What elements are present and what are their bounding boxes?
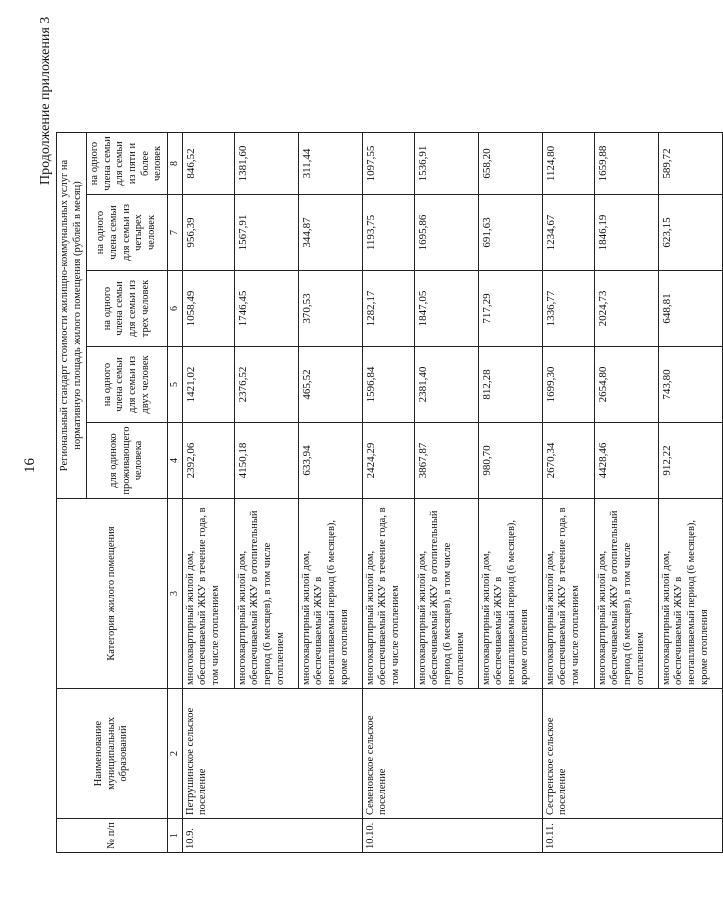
- cost-value: 1847,05: [414, 271, 478, 347]
- cost-value: 1659,88: [594, 133, 658, 195]
- cost-value: 1124,80: [542, 133, 594, 195]
- row-number: 10.9.: [182, 819, 362, 853]
- header-c7: на одного члена семьи для семьи из четырех человек: [87, 195, 168, 271]
- cost-value: 1193,75: [362, 195, 414, 271]
- row-number: 10.10.: [362, 819, 542, 853]
- cost-value: 980,70: [478, 423, 542, 499]
- cost-value: 2024,73: [594, 271, 658, 347]
- cost-value: 370,53: [298, 271, 362, 347]
- cost-value: 1336,77: [542, 271, 594, 347]
- cost-value: 1567,91: [234, 195, 298, 271]
- cost-value: 2654,80: [594, 347, 658, 423]
- header-standard: Региональный стандарт стоимости жилищно-коммунальных услуг на нормативную площадь жилого помещения (рублей в месяц): [57, 133, 87, 499]
- housing-category: многоквартирный жилой дом, обеспечиваемый ЖКУ в неотапливаемый период (6 месяцев), кроме отопления: [658, 499, 722, 689]
- col-index: 5: [167, 347, 182, 423]
- cost-value: 623,15: [658, 195, 722, 271]
- cost-value: 691,63: [478, 195, 542, 271]
- cost-value: 633,94: [298, 423, 362, 499]
- municipality-name: Семеновское сельское поселение: [362, 689, 542, 819]
- header-c8: на одного члена семьи для семьи из пяти и более человек: [87, 133, 168, 195]
- col-index: 6: [167, 271, 182, 347]
- housing-category: многоквартирный жилой дом, обеспечиваемый ЖКУ в отопительный период (6 месяцев), в том числе отоплением: [234, 499, 298, 689]
- cost-value: 1695,86: [414, 195, 478, 271]
- table-row: [182, 133, 234, 853]
- row-number: 10.11.: [542, 819, 722, 853]
- column-index-row: [167, 133, 182, 853]
- table-row: [542, 133, 594, 853]
- header-category: Категория жилого помещения: [57, 499, 168, 689]
- cost-value: 2376,52: [234, 347, 298, 423]
- housing-category: многоквартирный жилой дом, обеспечиваемый ЖКУ в течение года, в том числе отоплением: [182, 499, 234, 689]
- header-c4: для одиноко проживающего человека: [87, 423, 168, 499]
- table-row: [362, 133, 414, 853]
- cost-value: 2424,29: [362, 423, 414, 499]
- housing-category: многоквартирный жилой дом, обеспечиваемый ЖКУ в течение года, в том числе отоплением: [362, 499, 414, 689]
- cost-value: 812,28: [478, 347, 542, 423]
- housing-category: многоквартирный жилой дом, обеспечиваемый ЖКУ в течение года, в том числе отоплением: [542, 499, 594, 689]
- cost-value: 4428,46: [594, 423, 658, 499]
- col-index: 4: [167, 423, 182, 499]
- col-index: 8: [167, 133, 182, 195]
- cost-value: 4150,18: [234, 423, 298, 499]
- cost-value: 1058,49: [182, 271, 234, 347]
- col-index: 3: [167, 499, 182, 689]
- cost-value: 1282,17: [362, 271, 414, 347]
- housing-category: многоквартирный жилой дом, обеспечиваемый ЖКУ в отопительный период (6 месяцев), в том числе отоплением: [414, 499, 478, 689]
- cost-value: 912,22: [658, 423, 722, 499]
- cost-value: 1421,02: [182, 347, 234, 423]
- col-index: 1: [167, 819, 182, 853]
- cost-value: 846,52: [182, 133, 234, 195]
- table-body: [182, 133, 722, 853]
- header-name: Наименование муниципальных образований: [57, 689, 168, 819]
- header-num: № п/п: [57, 819, 168, 853]
- cost-value: 1596,84: [362, 347, 414, 423]
- appendix-note: Продолжение приложения 3: [38, 16, 53, 185]
- cost-value: 465,52: [298, 347, 362, 423]
- cost-value: 589,72: [658, 133, 722, 195]
- municipality-name: Сестренское сельское поселение: [542, 689, 722, 819]
- cost-value: 2392,06: [182, 423, 234, 499]
- cost-value: 2381,40: [414, 347, 478, 423]
- housing-category: многоквартирный жилой дом, обеспечиваемый ЖКУ в отопительный период (6 месяцев), в том числе отоплением: [594, 499, 658, 689]
- cost-value: 743,80: [658, 347, 722, 423]
- cost-value: 1746,45: [234, 271, 298, 347]
- cost-value: 956,39: [182, 195, 234, 271]
- cost-value: 311,44: [298, 133, 362, 195]
- cost-value: 1699,30: [542, 347, 594, 423]
- cost-value: 717,29: [478, 271, 542, 347]
- cost-value: 2670,34: [542, 423, 594, 499]
- cost-value: 3867,87: [414, 423, 478, 499]
- cost-value: 1234,67: [542, 195, 594, 271]
- cost-value: 1097,55: [362, 133, 414, 195]
- housing-category: многоквартирный жилой дом, обеспечиваемый ЖКУ в неотапливаемый период (6 месяцев), кроме отопления: [298, 499, 362, 689]
- municipality-name: Петрушинское сельское поселение: [182, 689, 362, 819]
- header-c6: на одного члена семьи для семьи из трех человек: [87, 271, 168, 347]
- cost-value: 658,20: [478, 133, 542, 195]
- cost-value: 1381,60: [234, 133, 298, 195]
- page-number: 16: [22, 458, 38, 473]
- cost-value: 648,81: [658, 271, 722, 347]
- cost-value: 1536,91: [414, 133, 478, 195]
- housing-category: многоквартирный жилой дом, обеспечиваемый ЖКУ в неотапливаемый период (6 месяцев), кроме отопления: [478, 499, 542, 689]
- cost-value: 344,87: [298, 195, 362, 271]
- header-c5: на одного члена семьи для семьи из двух человек: [87, 347, 168, 423]
- col-index: 2: [167, 689, 182, 819]
- col-index: 7: [167, 195, 182, 271]
- tariff-table: [56, 132, 723, 853]
- cost-value: 1846,19: [594, 195, 658, 271]
